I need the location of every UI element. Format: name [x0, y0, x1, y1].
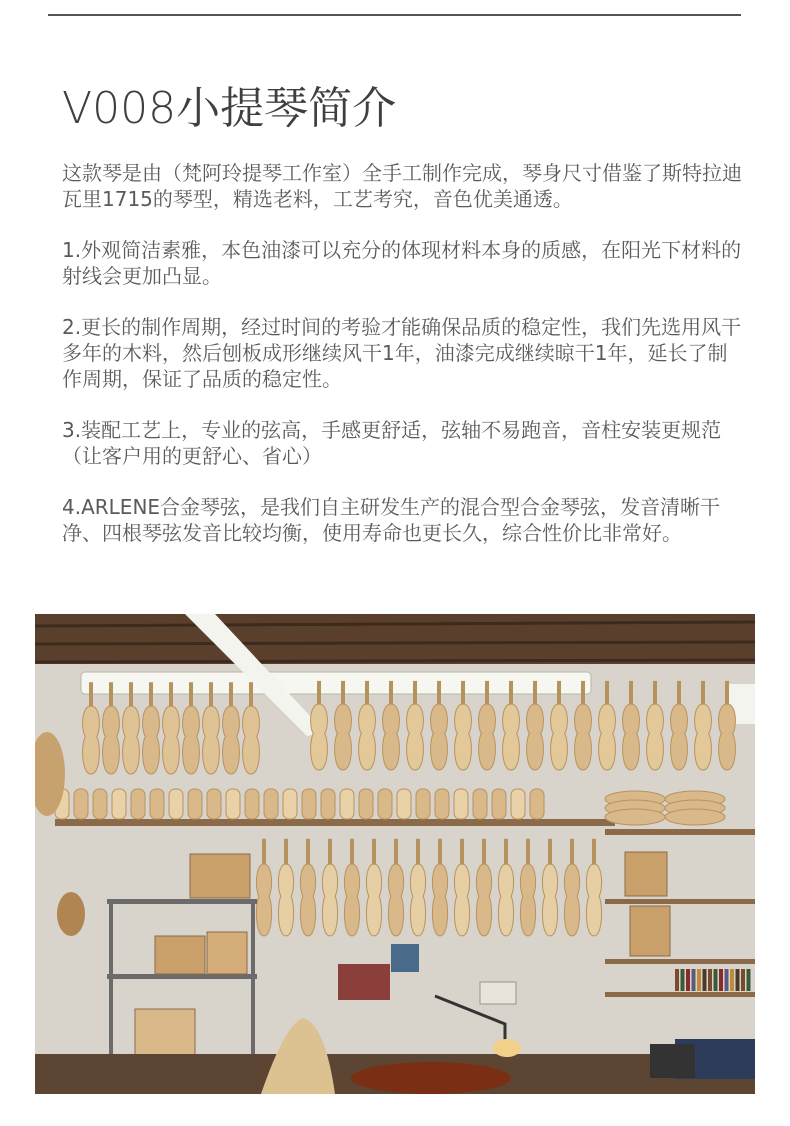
feature-paragraph-3: 3.装配工艺上，专业的弦高，手感更舒适，弦轴不易跑音，音柱安装更规范（让客户用的更舒心、省心） — [62, 418, 722, 468]
violin-neck — [485, 681, 489, 704]
violin-neck — [209, 682, 213, 706]
violin-body — [695, 704, 712, 770]
violin-neck — [509, 681, 513, 704]
violin-neck — [581, 681, 585, 704]
rib-garland — [226, 789, 240, 819]
violin-neck — [460, 839, 464, 864]
violin-body — [203, 706, 220, 774]
violin-body — [599, 704, 616, 770]
violin-body — [647, 704, 664, 770]
rib-garland — [340, 789, 354, 819]
bottle — [692, 969, 696, 991]
metal-shelf-top — [107, 899, 257, 904]
violin-body — [431, 704, 448, 770]
bottle — [708, 969, 712, 991]
violin-neck — [317, 681, 321, 704]
rib-garland — [245, 789, 259, 819]
violin-body — [671, 704, 688, 770]
bottle — [719, 969, 723, 991]
violin-body — [527, 704, 544, 770]
lamp-head — [493, 1039, 521, 1057]
violin-neck — [504, 839, 508, 864]
violin-neck — [229, 682, 233, 706]
poster-small — [391, 944, 419, 972]
violin-neck — [341, 681, 345, 704]
violin-body — [278, 864, 293, 936]
rib-ring — [605, 809, 665, 825]
violin-neck — [365, 681, 369, 704]
bottle — [725, 969, 729, 991]
violin-neck — [262, 839, 266, 864]
varnished-violin — [351, 1062, 511, 1094]
violin-body — [335, 704, 352, 770]
violin-neck — [526, 839, 530, 864]
rib-garland — [359, 789, 373, 819]
violin-neck — [570, 839, 574, 864]
violin-body — [383, 704, 400, 770]
wood-block-2 — [207, 932, 247, 974]
rib-garland — [283, 789, 297, 819]
violin-body — [719, 704, 736, 770]
violin-neck — [129, 682, 133, 706]
violin-neck — [592, 839, 596, 864]
case-black — [650, 1044, 695, 1078]
rib-garland — [264, 789, 278, 819]
violin-neck — [189, 682, 193, 706]
violin-workshop-photo — [35, 614, 755, 1094]
rib-garland — [492, 789, 506, 819]
violin-neck — [482, 839, 486, 864]
violin-body — [410, 864, 425, 936]
violin-neck — [533, 681, 537, 704]
violin-neck — [328, 839, 332, 864]
metal-shelf-mid — [107, 974, 257, 979]
feature-paragraph-1: 1.外观简洁素雅，本色油漆可以充分的体现材料本身的质感，在阳光下材料的射线会更加凸显。 — [62, 238, 742, 288]
rib-garland — [207, 789, 221, 819]
rib-garland — [511, 789, 525, 819]
violin-neck — [249, 682, 253, 706]
rib-garland — [530, 789, 544, 819]
violin-body — [143, 706, 160, 774]
violin-body — [123, 706, 140, 774]
rib-garland — [93, 789, 107, 819]
violin-body — [498, 864, 513, 936]
violin-body — [503, 704, 520, 770]
violin-row-upper-left — [83, 682, 260, 774]
violin-neck — [89, 682, 93, 706]
bottle — [736, 969, 740, 991]
violin-neck — [677, 681, 681, 704]
bottle — [675, 969, 679, 991]
violin-neck — [437, 681, 441, 704]
bottle — [697, 969, 701, 991]
bottle — [714, 969, 718, 991]
rib-garland — [74, 789, 88, 819]
description — [62, 160, 742, 571]
top-divider — [48, 14, 741, 16]
violin-body — [223, 706, 240, 774]
violin-neck — [109, 682, 113, 706]
right-shelf-bottom — [605, 992, 755, 997]
right-box-2 — [630, 906, 670, 956]
rib-garland — [169, 789, 183, 819]
violin-body — [454, 864, 469, 936]
violin-neck — [413, 681, 417, 704]
violin-body — [83, 706, 100, 774]
workshop-illustration — [35, 614, 755, 1094]
rib-garland — [150, 789, 164, 819]
page-title: V008小提琴简介 — [62, 83, 397, 135]
ceiling-light-long — [81, 672, 591, 694]
violin-neck — [701, 681, 705, 704]
right-shelf-mid — [605, 899, 755, 904]
rib-garland — [302, 789, 316, 819]
wood-box — [190, 854, 250, 898]
violin-body — [103, 706, 120, 774]
violin-neck — [416, 839, 420, 864]
violin-body — [586, 864, 601, 936]
rib-ring — [665, 809, 725, 825]
rib-garland — [131, 789, 145, 819]
violin-body — [344, 864, 359, 936]
violin-neck — [372, 839, 376, 864]
violin-neck — [306, 839, 310, 864]
violin-body — [623, 704, 640, 770]
bottle — [741, 969, 745, 991]
bottle — [703, 969, 707, 991]
rib-garland — [435, 789, 449, 819]
violin-neck — [438, 839, 442, 864]
middle-shelf — [55, 819, 615, 826]
rib-garland — [473, 789, 487, 819]
violin-neck — [389, 681, 393, 704]
violin-neck — [284, 839, 288, 864]
right-shelf-low — [605, 959, 755, 964]
right-box — [625, 852, 667, 896]
violin-body — [366, 864, 381, 936]
poster-note — [480, 982, 516, 1004]
violin-neck — [461, 681, 465, 704]
violin-body — [476, 864, 491, 936]
violin-body — [359, 704, 376, 770]
violin-body — [183, 706, 200, 774]
rib-garland — [321, 789, 335, 819]
violin-body — [243, 706, 260, 774]
violin-neck — [350, 839, 354, 864]
violin-body — [300, 864, 315, 936]
bottle — [747, 969, 751, 991]
violin-neck — [548, 839, 552, 864]
feature-paragraph-2: 2.更长的制作周期，经过时间的考验才能确保品质的稳定性，我们先选用风干多年的木料，然后刨板成形继续风干1年，油漆完成继续晾干1年，延长了制作周期，保证了品质的稳定性。 — [62, 315, 742, 391]
bottle — [681, 969, 685, 991]
violin-body — [575, 704, 592, 770]
violin-neck — [725, 681, 729, 704]
violin-body — [407, 704, 424, 770]
wood-block-1 — [155, 936, 205, 974]
poster-car — [338, 964, 390, 1000]
violin-body — [520, 864, 535, 936]
violin-neck — [557, 681, 561, 704]
intro-paragraph: 这款琴是由（梵阿玲提琴工作室）全手工制作完成，琴身尺寸借鉴了斯特拉迪瓦里1715的琴型，精选老料，工艺考究，音色优美通透。 — [62, 161, 742, 211]
violin-body — [564, 864, 579, 936]
violin-neck — [653, 681, 657, 704]
bottle — [730, 969, 734, 991]
violin-neck — [605, 681, 609, 704]
bottle — [686, 969, 690, 991]
violin-body — [311, 704, 328, 770]
violin-neck — [149, 682, 153, 706]
right-shelf-top — [605, 829, 755, 835]
violin-body — [256, 864, 271, 936]
feature-paragraph-4: 4.ARLENE合金琴弦，是我们自主研发生产的混合型合金琴弦，发音清晰干净、四根琴弦发音比较均衡，使用寿命也更长久，综合性价比非常好。 — [62, 495, 721, 545]
violin-body — [322, 864, 337, 936]
scroll-carving — [57, 892, 85, 936]
violin-body — [432, 864, 447, 936]
violin-body — [455, 704, 472, 770]
violin-neck — [394, 839, 398, 864]
rib-garland — [454, 789, 468, 819]
violin-neck — [629, 681, 633, 704]
violin-body — [163, 706, 180, 774]
rib-garland — [416, 789, 430, 819]
violin-body — [551, 704, 568, 770]
rib-garland — [112, 789, 126, 819]
violin-body — [388, 864, 403, 936]
rib-garland — [397, 789, 411, 819]
rib-garland — [188, 789, 202, 819]
violin-body — [542, 864, 557, 936]
violin-body — [479, 704, 496, 770]
violin-neck — [169, 682, 173, 706]
rib-garland — [378, 789, 392, 819]
